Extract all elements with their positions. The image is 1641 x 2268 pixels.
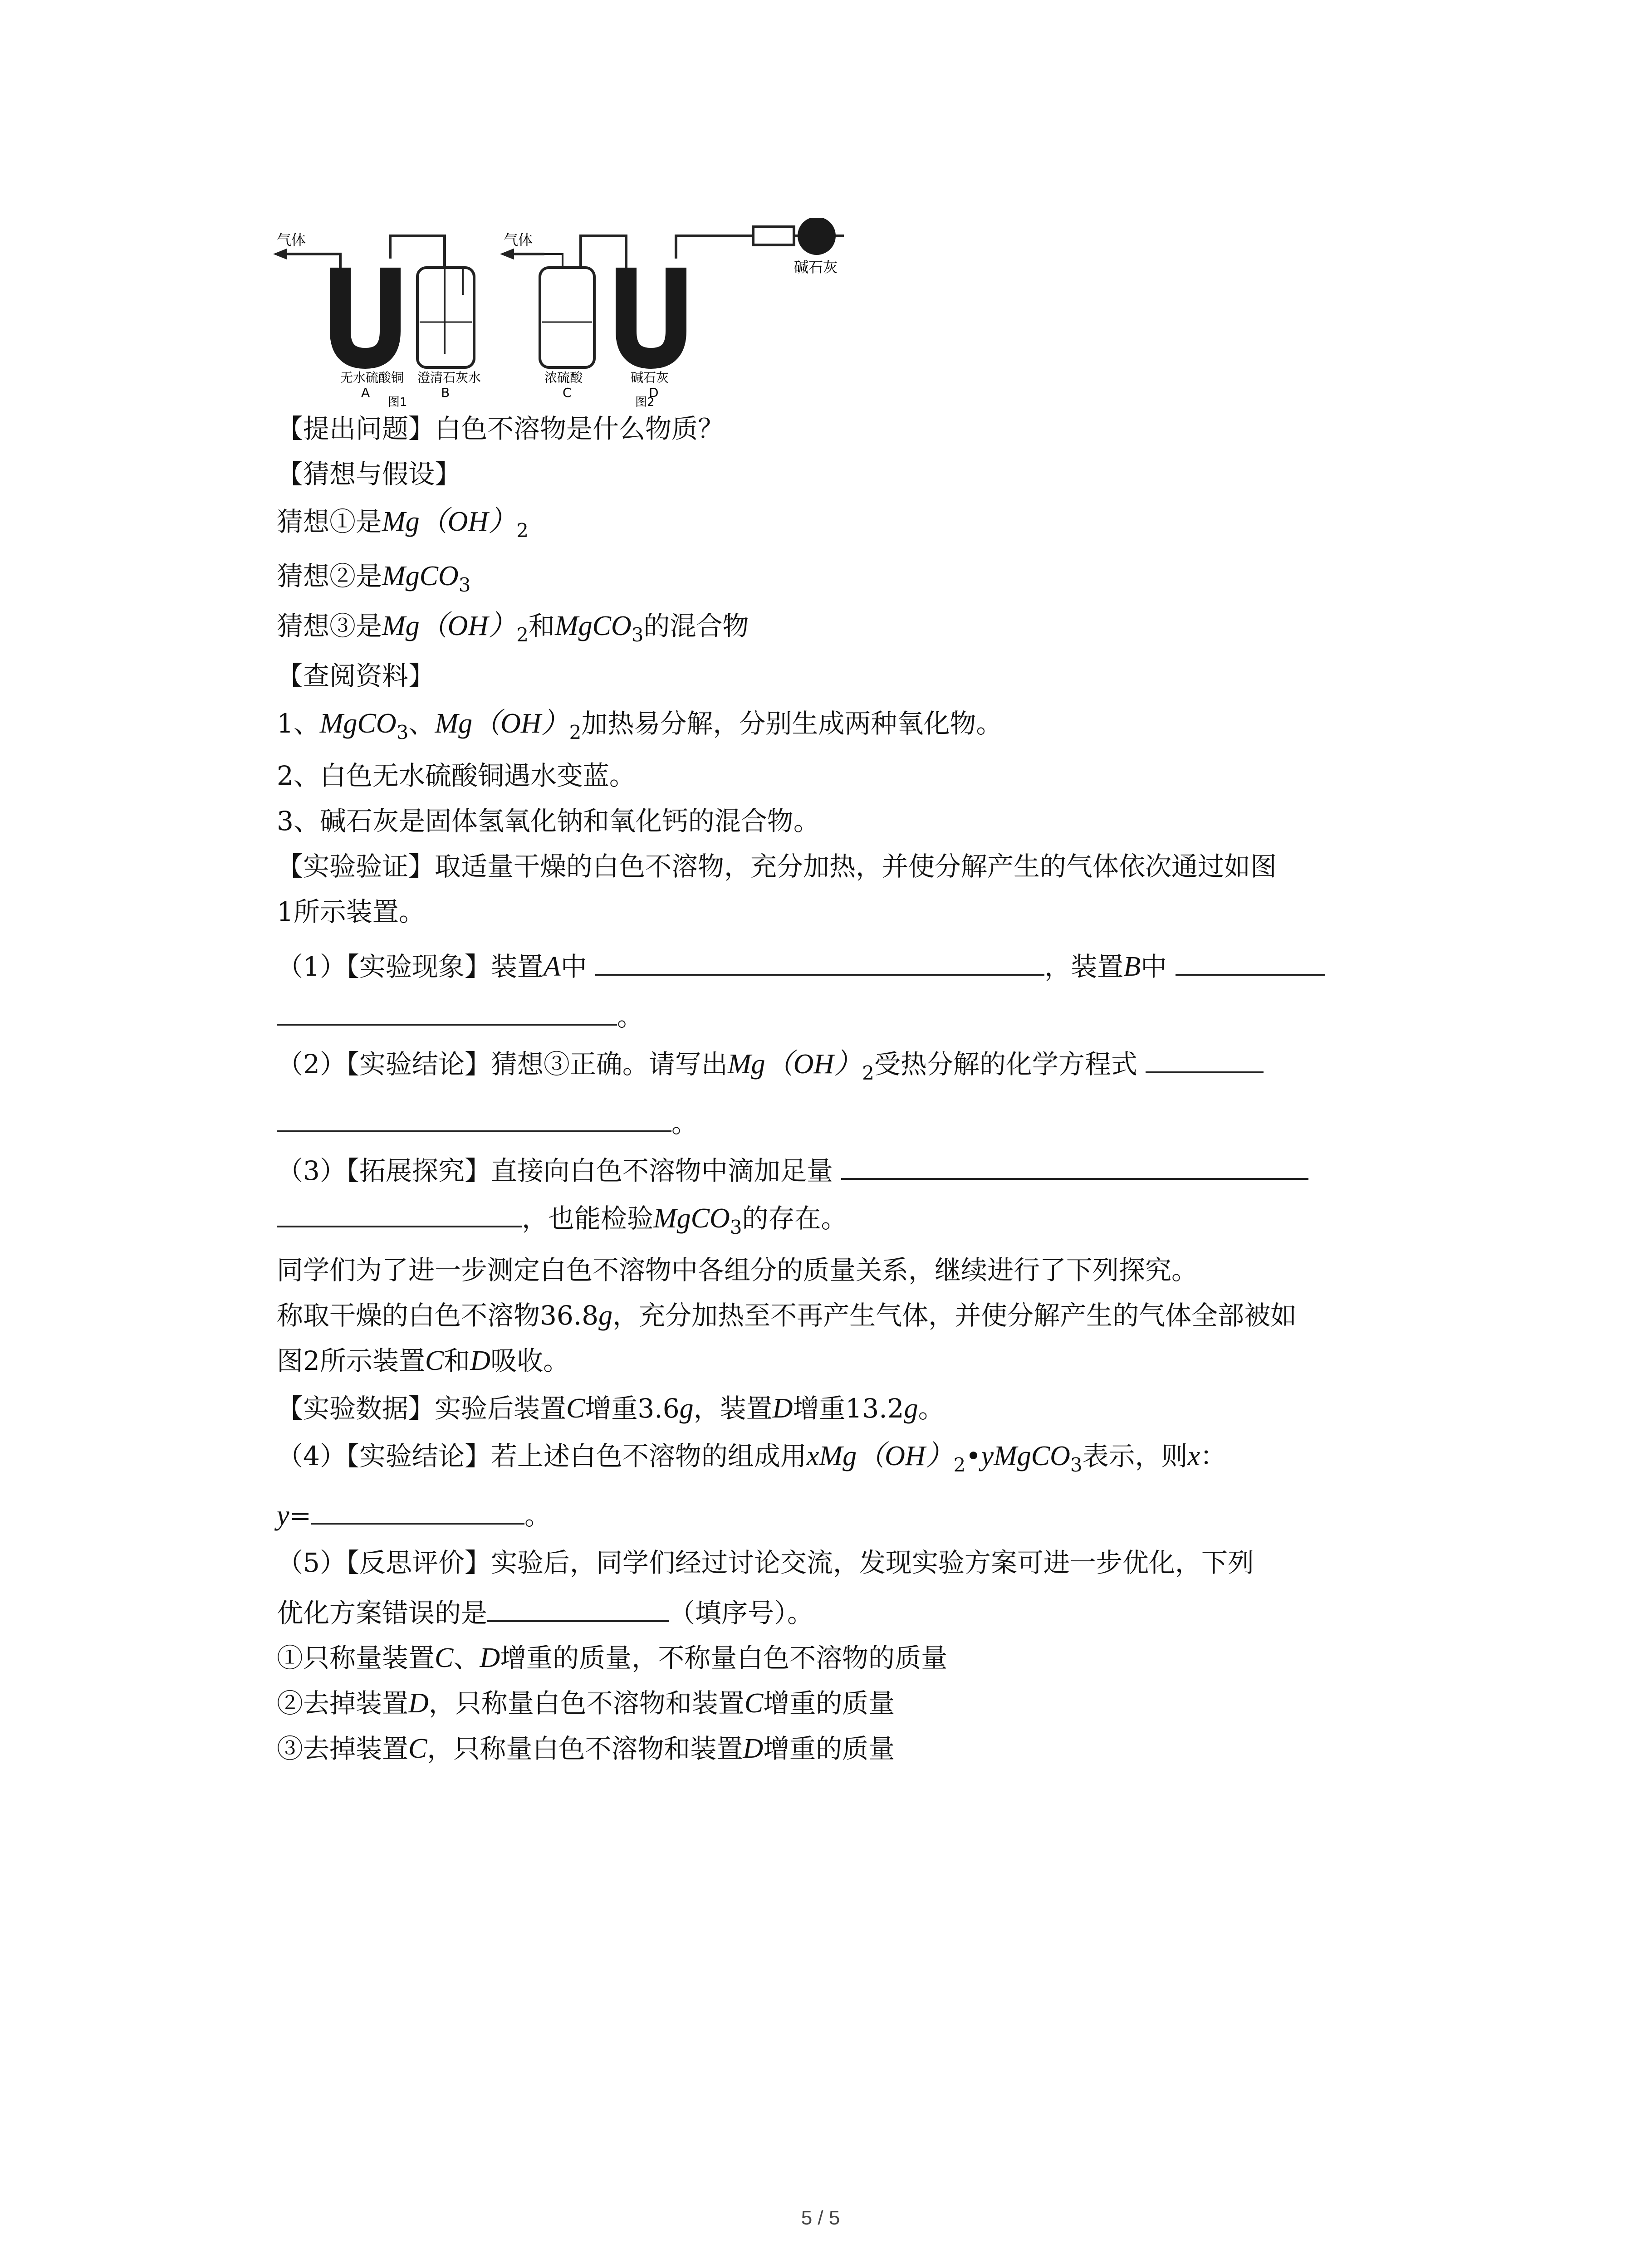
math-oh: （OH）: [472, 708, 569, 739]
math-oh: （OH）: [857, 1441, 954, 1471]
option-1: [277, 1642, 947, 1674]
sub-2: 2: [516, 519, 529, 542]
fig1-caption: 图1: [388, 396, 407, 408]
label-a-name: 无水硫酸铜: [340, 370, 404, 385]
sub-2: 2: [516, 624, 529, 646]
label-b-name: 澄清石灰水: [417, 370, 481, 385]
math-mg: Mg: [382, 611, 420, 641]
math-b: B: [1123, 951, 1141, 982]
q5-text: （5）【反思评价】实验后，同学们经过讨论交流，发现实验方案可进一步优化，下列: [277, 1547, 1254, 1578]
answer-blank-b-1[interactable]: [1176, 950, 1325, 976]
opt2-c: 增重的质量: [763, 1688, 895, 1719]
math-mgco: MgCO: [382, 561, 459, 591]
option-3: [277, 1733, 895, 1765]
question-2-line-2: [277, 1107, 698, 1139]
bottle-c: [540, 268, 594, 367]
math-d: D: [772, 1393, 793, 1424]
answer-blank-reagent-2[interactable]: [277, 1202, 522, 1227]
label-d-letter: D: [649, 385, 659, 400]
q1-mid3: 中: [1141, 951, 1167, 982]
q2-prefix: （2）【实验结论】猜想③正确。请写出: [277, 1049, 728, 1080]
weigh-line-1: [277, 1300, 1297, 1331]
math-c: C: [408, 1733, 427, 1764]
math-d: D: [470, 1345, 491, 1376]
sub-3: 3: [1070, 1454, 1083, 1476]
math-mgco: MgCO: [653, 1203, 730, 1234]
sub-2: 2: [862, 1062, 874, 1084]
opt3-a: ③去掉装置: [277, 1733, 409, 1764]
q5-suffix: （填序号）。: [669, 1598, 814, 1628]
question-4-line: [277, 1440, 1226, 1481]
question-3-line-2: [277, 1202, 847, 1243]
answer-blank-b-2[interactable]: [277, 1000, 617, 1026]
problem-line: [277, 413, 724, 445]
bottle-b: [417, 268, 474, 367]
math-mgco: MgCO: [554, 611, 632, 641]
opt3-c: 增重的质量: [763, 1733, 895, 1764]
guess3-line: [277, 610, 749, 651]
opt3-b: ，只称量白色不溶物和装置: [427, 1733, 743, 1764]
label-d-name: 碱石灰: [631, 370, 669, 385]
math-x: x: [1187, 1441, 1200, 1471]
dun-comma: 、: [408, 708, 435, 739]
answer-blank-equation-1[interactable]: [1146, 1048, 1264, 1073]
page-number: 5 / 5: [801, 2207, 840, 2229]
bullet-dot: •: [965, 1441, 981, 1471]
arrow-head-2: [504, 250, 513, 258]
q3-prefix: （3）【拓展探究】直接向白色不溶物中滴加足量: [277, 1155, 833, 1186]
math-g: g: [904, 1393, 918, 1424]
label-a-letter: A: [361, 385, 370, 400]
u-tube-a: [340, 268, 390, 358]
ref2-text: 2、白色无水硫酸铜遇水变蓝。: [277, 760, 636, 791]
q1-prefix: （1）【实验现象】装置: [277, 951, 544, 982]
math-d: D: [480, 1642, 500, 1673]
ref1-suffix: 加热易分解，分别生成两种氧化物。: [581, 708, 1003, 739]
text-and: 和: [528, 611, 555, 641]
math-a: A: [543, 951, 561, 982]
math-c: C: [425, 1345, 444, 1376]
guess3-label: 猜想③是: [277, 611, 382, 641]
q4-mid: 表示，则: [1082, 1441, 1188, 1471]
period: 。: [524, 1500, 551, 1531]
q2-suffix: 受热分解的化学方程式: [874, 1049, 1137, 1080]
problem-heading: 【提出问题】: [277, 413, 435, 444]
answer-blank-a[interactable]: [595, 950, 1044, 976]
label-b-letter: B: [441, 385, 450, 400]
opt2-a: ②去掉装置: [277, 1688, 409, 1719]
period: 。: [617, 1001, 644, 1032]
dun-comma: 、: [453, 1642, 480, 1673]
opt2-b: ，只称量白色不溶物和装置: [428, 1688, 745, 1719]
data-b: 增重3.6: [585, 1393, 680, 1424]
math-c: C: [566, 1393, 585, 1424]
further-text: 同学们为了进一步测定白色不溶物中各组分的质量关系，继续进行了下列探究。: [277, 1255, 1198, 1286]
verify-line-2: [277, 896, 425, 928]
weigh-line-2: [277, 1345, 569, 1377]
sub-3: 3: [730, 1216, 742, 1238]
option-2: [277, 1687, 895, 1719]
gas-label-1: 气体: [277, 231, 306, 249]
sub-3: 3: [396, 721, 409, 743]
weigh-b: ，充分加热至不再产生气体，并使分解产生的气体全部被如: [612, 1300, 1297, 1331]
verify-text-2: 1所示装置。: [277, 896, 425, 927]
q1-mid2: ，装置: [1044, 951, 1124, 982]
soda-lime-bulb: [798, 218, 836, 255]
math-mg: Mg: [435, 708, 473, 739]
weigh2-c: 吸收。: [490, 1345, 570, 1376]
math-mg: Mg: [727, 1049, 765, 1080]
answer-blank-option[interactable]: [487, 1597, 669, 1622]
sub-3: 3: [631, 624, 644, 646]
hypothesis-heading: [277, 458, 461, 490]
math-y: y: [277, 1500, 289, 1531]
u-tube-d: [626, 268, 676, 358]
math-mg: Mg: [382, 506, 420, 537]
fig2-caption: 图2: [635, 396, 655, 408]
math-d: D: [408, 1688, 429, 1719]
verify-text: 【实验验证】取适量干燥的白色不溶物，充分加热，并使分解产生的气体依次通过如图: [277, 851, 1277, 882]
data-a: 【实验数据】实验后装置: [277, 1393, 567, 1424]
problem-text: 白色不溶物是什么物质？: [435, 413, 725, 444]
equals: =: [289, 1500, 312, 1531]
math-oh: （OH）: [419, 506, 517, 537]
question-4-line-2: [277, 1499, 551, 1531]
data-line: [277, 1393, 945, 1424]
math-oh: （OH）: [419, 611, 517, 641]
q3-mid: ，也能检验: [522, 1203, 654, 1234]
answer-blank-reagent-1[interactable]: [841, 1154, 1308, 1180]
reference-2: [277, 760, 636, 792]
verify-line-1: [277, 850, 1277, 882]
data-c: ，装置: [693, 1393, 773, 1424]
reference-3: [277, 805, 820, 837]
reference-1: [277, 708, 1002, 748]
period: 。: [671, 1108, 698, 1139]
q3-suffix: 的存在。: [742, 1203, 847, 1234]
math-c: C: [744, 1688, 764, 1719]
question-1-line-2: [277, 1000, 643, 1032]
sub-3: 3: [458, 574, 471, 596]
ref1-prefix: 1、: [277, 708, 320, 739]
further-line: [277, 1254, 1198, 1286]
answer-blank-ratio[interactable]: [311, 1499, 524, 1525]
tube-a-b: [390, 236, 445, 268]
question-2-line: [277, 1048, 1264, 1089]
reference-heading-text: 【查阅资料】: [277, 660, 435, 691]
weigh-a: 称取干燥的白色不溶物36.8: [277, 1300, 599, 1331]
weigh2-b: 和: [444, 1345, 470, 1376]
weigh2-a: 图2所示装置: [277, 1345, 425, 1376]
answer-blank-equation-2[interactable]: [277, 1107, 671, 1132]
label-c-name: 浓硫酸: [544, 370, 583, 385]
math-mgco: MgCO: [319, 708, 397, 739]
guess2-line: [277, 560, 471, 601]
question-3-line: [277, 1154, 1308, 1187]
opt1-b: 增重的质量，不称量白色不溶物的质量: [500, 1642, 948, 1673]
reference-heading: [277, 660, 435, 692]
guess1-label: 猜想①是: [277, 506, 382, 537]
question-5-line: [277, 1547, 1254, 1579]
colon: ：: [1200, 1441, 1227, 1471]
math-g: g: [598, 1300, 613, 1331]
math-c: C: [435, 1642, 454, 1673]
sub-2: 2: [953, 1454, 966, 1476]
label-c-letter: C: [563, 385, 572, 400]
text-mixture: 的混合物: [643, 611, 749, 641]
drying-tube: [753, 227, 794, 245]
guess2-label: 猜想②是: [277, 561, 382, 591]
ref3-text: 3、碱石灰是固体氢氧化钠和氧化钙的混合物。: [277, 806, 820, 836]
opt1-a: ①只称量装置: [277, 1642, 435, 1673]
math-d: D: [743, 1733, 764, 1764]
q5-prefix: 优化方案错误的是: [277, 1598, 488, 1628]
arrow-head-1: [277, 250, 286, 258]
apparatus-figure: [272, 218, 876, 408]
sub-2: 2: [569, 721, 582, 743]
math-xmg: xMg: [806, 1441, 857, 1471]
math-g: g: [679, 1393, 694, 1424]
q1-mid: 中: [560, 951, 587, 982]
gas-label-2: 气体: [504, 231, 533, 249]
period: 。: [918, 1393, 945, 1424]
question-5-line-2: [277, 1597, 813, 1629]
tube-c-d: [581, 236, 626, 268]
data-d: 增重13.2: [793, 1393, 904, 1424]
tube-d-out: [676, 236, 753, 259]
math-ymgco: yMgCO: [981, 1441, 1070, 1471]
soda-lime-label: 碱石灰: [794, 259, 838, 276]
math-oh: （OH）: [765, 1049, 862, 1080]
q4-prefix: （4）【实验结论】若上述白色不溶物的组成用: [277, 1441, 807, 1471]
question-1-line: [277, 950, 1325, 982]
hypothesis-heading-text: 【猜想与假设】: [277, 459, 461, 489]
guess1-line: [277, 506, 529, 547]
